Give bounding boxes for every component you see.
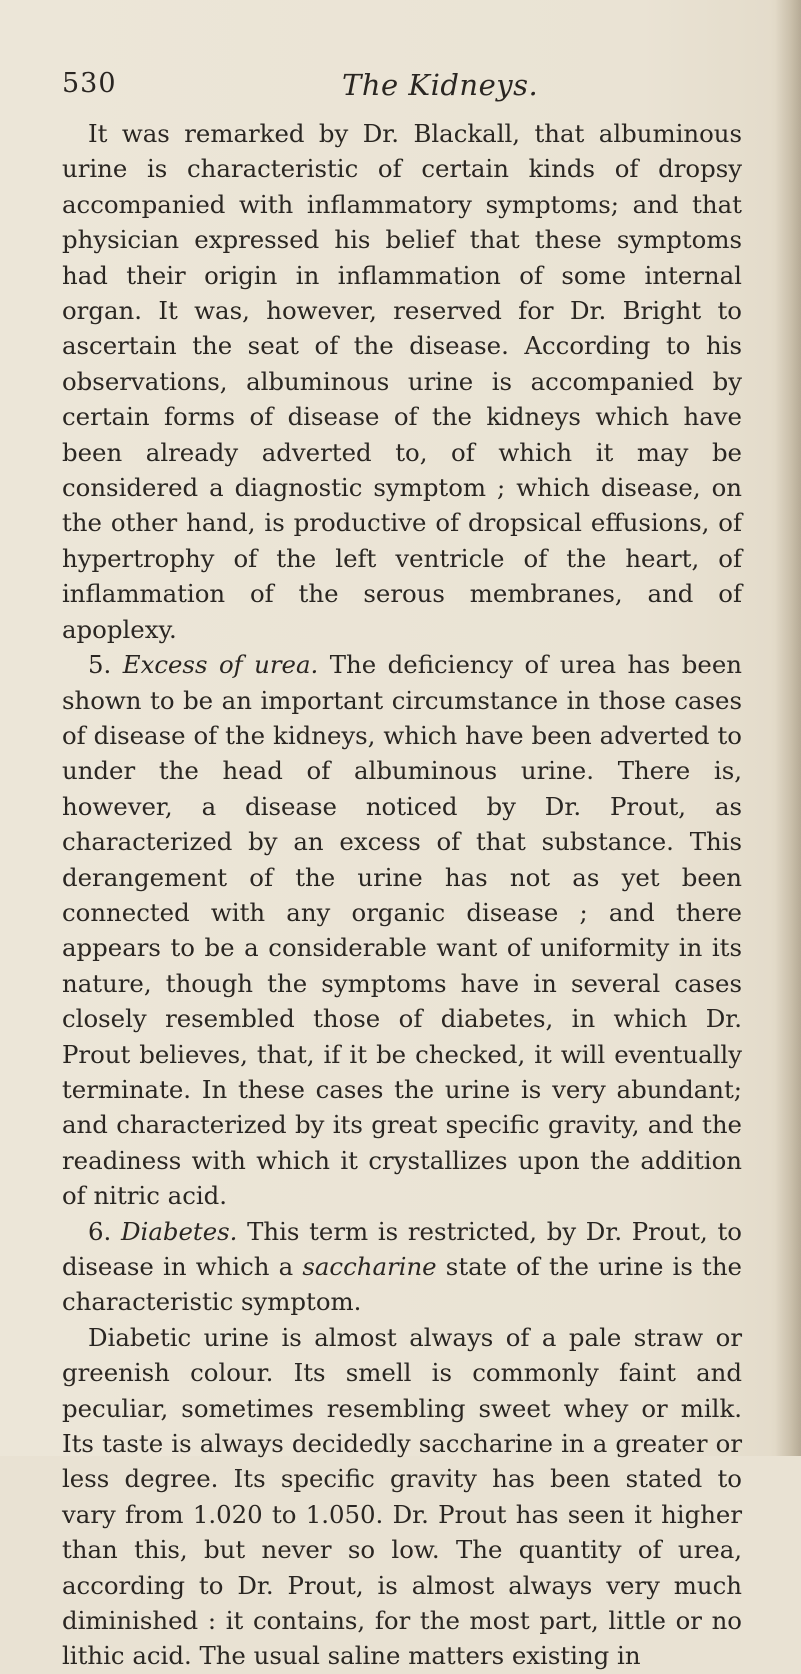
paragraph-diabetes [62, 1214, 742, 1320]
running-title: The Kidneys. [342, 68, 539, 102]
section-heading: Excess of urea. [122, 650, 319, 680]
page-edge-shadow [775, 0, 801, 1456]
page-number: 530 [62, 68, 117, 99]
body-text [62, 116, 742, 1674]
section-text: The deficiency of urea has been shown to be an important circumstance in those cases of disease of the kidneys, which have been adverted to under the head of albuminous urine. There is, however, a disease noticed by Dr. Prout, as characterized by an excess of that substance. This derangement of the urine has not as yet been connected with any organic disease ; and there appears to be a considerable want of uniformity in its nature, though the symptoms have in several cases closely resembled those of diabetes, in which Dr. Prout believes, that, if it be checked, it will eventually terminate. In these cases the urine is very abundant; and characterized by its great specific gravity, and the readiness with which it crystallizes upon the addition of nitric acid. [62, 650, 742, 1211]
section-text-continued: state of the urine is the characteristic symptom. [62, 1252, 742, 1317]
section-text: This term is restricted, by Dr. Prout, to disease in which a [62, 1216, 742, 1281]
paragraph-diabetic-urine: Diabetic urine is almost always of a pale straw or greenish colour. Its smell is commonly faint and peculiar, sometimes resembling sweet whey or milk. Its taste is always decidedly saccharine in a greater or less degree. Its specific gravity has been stated to vary from 1.020 to 1.050. Dr. Prout has seen it higher than this, but never so low. The quantity of urea, according to Dr. Prout, is almost always very much diminished : it contains, for the most part, little or no lithic acid. The usual saline matters existing in [62, 1322, 742, 1671]
section-number: 6. [88, 1216, 112, 1246]
section-heading: Diabetes. [120, 1216, 238, 1246]
emphasized-word: saccharine [302, 1252, 437, 1281]
paragraph-albuminous-urine: It was remarked by Dr. Blackall, that albuminous urine is characteristic of certain kinds of dropsy accompanied with inflammatory symptoms; and that physician expressed his belief that these symptoms had their origin in inflammation of some internal organ. It was, however, reserved for Dr. Bright to ascertain the seat of the disease. According to his observations, albuminous urine is accompanied by certain forms of disease of the kidneys which have been already adverted to, of which it may be considered a diagnostic symptom ; which disease, on the other hand, is productive of dropsical effusions, of hypertrophy of the left ventricle of the heart, of inflammation of the serous membranes, and of apoplexy. [62, 119, 742, 644]
paragraph-excess-of-urea [62, 647, 742, 1214]
page-header [62, 68, 742, 112]
section-number: 5. [88, 650, 112, 680]
